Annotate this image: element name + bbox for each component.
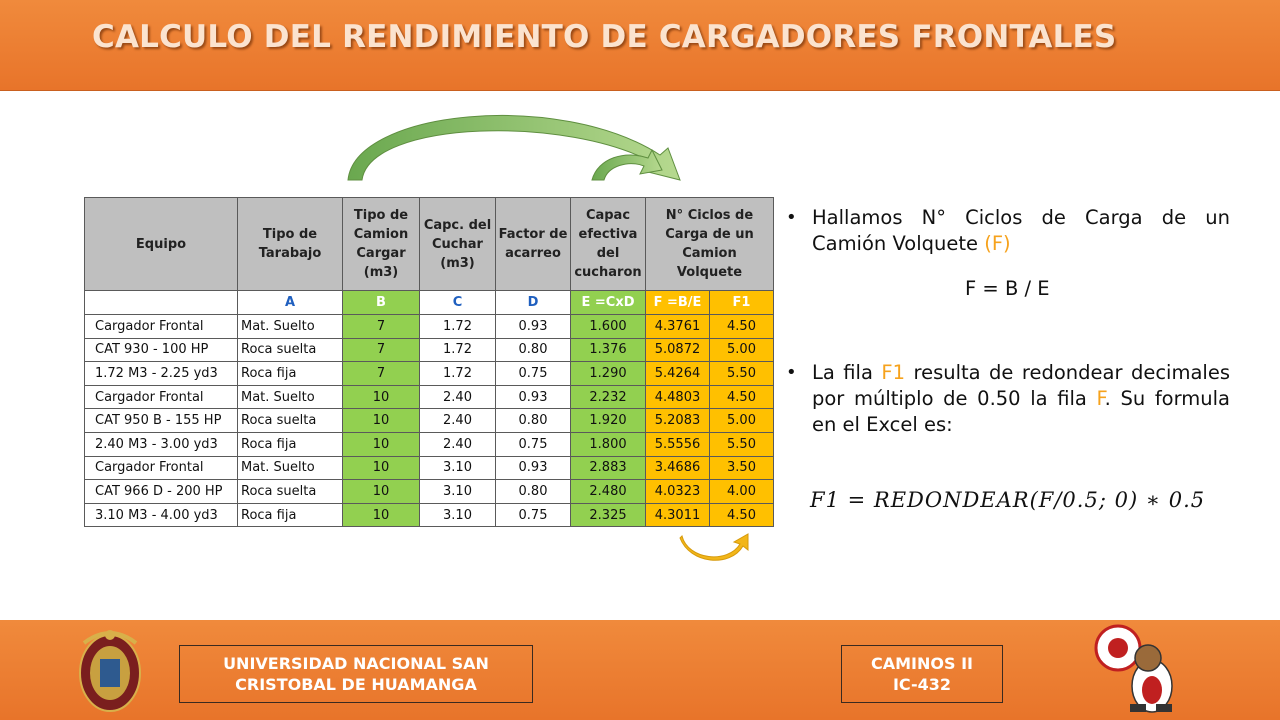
- bullet-2-text-2: resulta de redondear decimales por múltiplo de 0.50 la fila: [812, 361, 1230, 410]
- university-crest-logo: [74, 623, 146, 715]
- cell: 2.325: [571, 503, 646, 527]
- cell: Mat. Suelto: [238, 456, 343, 480]
- header-tipo-camion: Tipo de Camion Cargar (m3): [343, 198, 420, 291]
- cell: 4.50: [710, 315, 774, 339]
- cell: 7: [343, 315, 420, 339]
- bullet-dot-icon: •: [786, 362, 797, 383]
- cell: 10: [343, 503, 420, 527]
- letters-row: [85, 291, 774, 315]
- cell: 2.40: [420, 385, 496, 409]
- cell: 5.4264: [646, 362, 710, 386]
- cell: 5.5556: [646, 432, 710, 456]
- cell: 1.600: [571, 315, 646, 339]
- equipo-cell: 2.40 M3 - 3.00 yd3: [85, 432, 238, 456]
- equipo-cell: CAT 950 B - 155 HP: [85, 409, 238, 433]
- cell: Roca fija: [238, 362, 343, 386]
- formula-f1: F1 = REDONDEAR(F/0.5; 0) ∗ 0.5: [810, 488, 1206, 512]
- cell: 3.10: [420, 456, 496, 480]
- bullet-2-highlight-1: F1: [881, 361, 906, 384]
- equipo-cell: CAT 930 - 100 HP: [85, 338, 238, 362]
- cell: 5.0872: [646, 338, 710, 362]
- table-row: [85, 362, 774, 386]
- page-title: CALCULO DEL RENDIMIENTO DE CARGADORES FRONTALES: [92, 19, 1117, 55]
- cell: 1.800: [571, 432, 646, 456]
- course-box: [841, 645, 1003, 703]
- cell: 0.75: [496, 503, 571, 527]
- bullet-1: [788, 205, 1230, 257]
- cell: Roca suelta: [238, 338, 343, 362]
- equipo-cell: Cargador Frontal: [85, 385, 238, 409]
- cell: 0.93: [496, 385, 571, 409]
- cell: 2.480: [571, 480, 646, 504]
- cell: 7: [343, 362, 420, 386]
- bullet-1-highlight: (F): [984, 232, 1011, 255]
- cell: Roca fija: [238, 432, 343, 456]
- header-tipo-trabajo: Tipo de Tarabajo: [238, 198, 343, 291]
- cell: 1.72: [420, 362, 496, 386]
- table-row: [85, 385, 774, 409]
- yellow-curved-arrow-icon: [678, 530, 758, 570]
- header-bar: [0, 0, 1280, 91]
- cell: 2.232: [571, 385, 646, 409]
- letter-cell: B: [343, 291, 420, 315]
- cell: 10: [343, 456, 420, 480]
- bullet-2-text-3: . Su formula en el Excel es:: [812, 387, 1231, 436]
- table-header-row: [85, 198, 774, 291]
- cell: 4.50: [710, 385, 774, 409]
- cell: 5.50: [710, 432, 774, 456]
- cell: 4.3011: [646, 503, 710, 527]
- cell: 1.290: [571, 362, 646, 386]
- table-row: [85, 409, 774, 433]
- table-row: [85, 338, 774, 362]
- header-equipo: Equipo: [85, 198, 238, 291]
- loader-table: [84, 197, 774, 527]
- cell: 3.4686: [646, 456, 710, 480]
- cell: Mat. Suelto: [238, 315, 343, 339]
- equipo-cell: 1.72 M3 - 2.25 yd3: [85, 362, 238, 386]
- letter-cell: E =CxD: [571, 291, 646, 315]
- cell: 0.80: [496, 409, 571, 433]
- cell: 3.50: [710, 456, 774, 480]
- letter-cell: C: [420, 291, 496, 315]
- cell: 4.4803: [646, 385, 710, 409]
- cell: 1.72: [420, 315, 496, 339]
- letter-cell: [85, 291, 238, 315]
- table-row: [85, 432, 774, 456]
- cell: Roca suelta: [238, 480, 343, 504]
- cell: 0.80: [496, 480, 571, 504]
- course-line-2: IC-432: [892, 675, 952, 694]
- cell: 0.75: [496, 362, 571, 386]
- cell: 4.0323: [646, 480, 710, 504]
- cell: 10: [343, 432, 420, 456]
- cell: 10: [343, 385, 420, 409]
- equipo-cell: Cargador Frontal: [85, 315, 238, 339]
- table-row: [85, 315, 774, 339]
- cell: 1.920: [571, 409, 646, 433]
- equipo-cell: Cargador Frontal: [85, 456, 238, 480]
- bullet-2: [788, 360, 1230, 438]
- cell: Roca suelta: [238, 409, 343, 433]
- cell: 2.40: [420, 409, 496, 433]
- cell: 2.40: [420, 432, 496, 456]
- cell: 5.2083: [646, 409, 710, 433]
- header-capc-cuchar: Capc. del Cuchar (m3): [420, 198, 496, 291]
- university-line-1: UNIVERSIDAD NACIONAL SAN: [223, 654, 489, 673]
- table-row: [85, 480, 774, 504]
- header-ciclos: N° Ciclos de Carga de un Camion Volquete: [646, 198, 774, 291]
- cell: Roca fija: [238, 503, 343, 527]
- table-row: [85, 503, 774, 527]
- cell: 4.50: [710, 503, 774, 527]
- course-line-1: CAMINOS II: [871, 654, 973, 673]
- cell: 1.376: [571, 338, 646, 362]
- cell: 5.00: [710, 338, 774, 362]
- cell: 0.80: [496, 338, 571, 362]
- letter-cell: A: [238, 291, 343, 315]
- table-row: [85, 456, 774, 480]
- bullet-1-text: Hallamos N° Ciclos de Carga de un Camión Volquete: [812, 206, 1230, 255]
- equipo-cell: CAT 966 D - 200 HP: [85, 480, 238, 504]
- equipo-cell: 3.10 M3 - 4.00 yd3: [85, 503, 238, 527]
- letter-cell: F1: [710, 291, 774, 315]
- cell: Mat. Suelto: [238, 385, 343, 409]
- cell: 1.72: [420, 338, 496, 362]
- bullet-dot-icon: •: [786, 207, 797, 228]
- university-line-2: CRISTOBAL DE HUAMANGA: [235, 675, 477, 694]
- mascot-logo: [1090, 620, 1190, 716]
- university-name-box: [179, 645, 533, 703]
- cell: 7: [343, 338, 420, 362]
- cell: 0.75: [496, 432, 571, 456]
- cell: 0.93: [496, 315, 571, 339]
- cell: 5.00: [710, 409, 774, 433]
- header-factor-acarreo: Factor de acarreo: [496, 198, 571, 291]
- header-capac-efectiva: Capac efectiva del cucharon: [571, 198, 646, 291]
- cell: 2.883: [571, 456, 646, 480]
- bullet-2-text-1: La fila: [812, 361, 882, 384]
- cell: 0.93: [496, 456, 571, 480]
- cell: 4.3761: [646, 315, 710, 339]
- cell: 10: [343, 409, 420, 433]
- formula-f: F = B / E: [965, 277, 1050, 300]
- cell: 5.50: [710, 362, 774, 386]
- bullet-2-highlight-2: F: [1096, 387, 1105, 410]
- cell: 3.10: [420, 503, 496, 527]
- letter-cell: D: [496, 291, 571, 315]
- cell: 3.10: [420, 480, 496, 504]
- cell: 4.00: [710, 480, 774, 504]
- letter-cell: F =B/E: [646, 291, 710, 315]
- cell: 10: [343, 480, 420, 504]
